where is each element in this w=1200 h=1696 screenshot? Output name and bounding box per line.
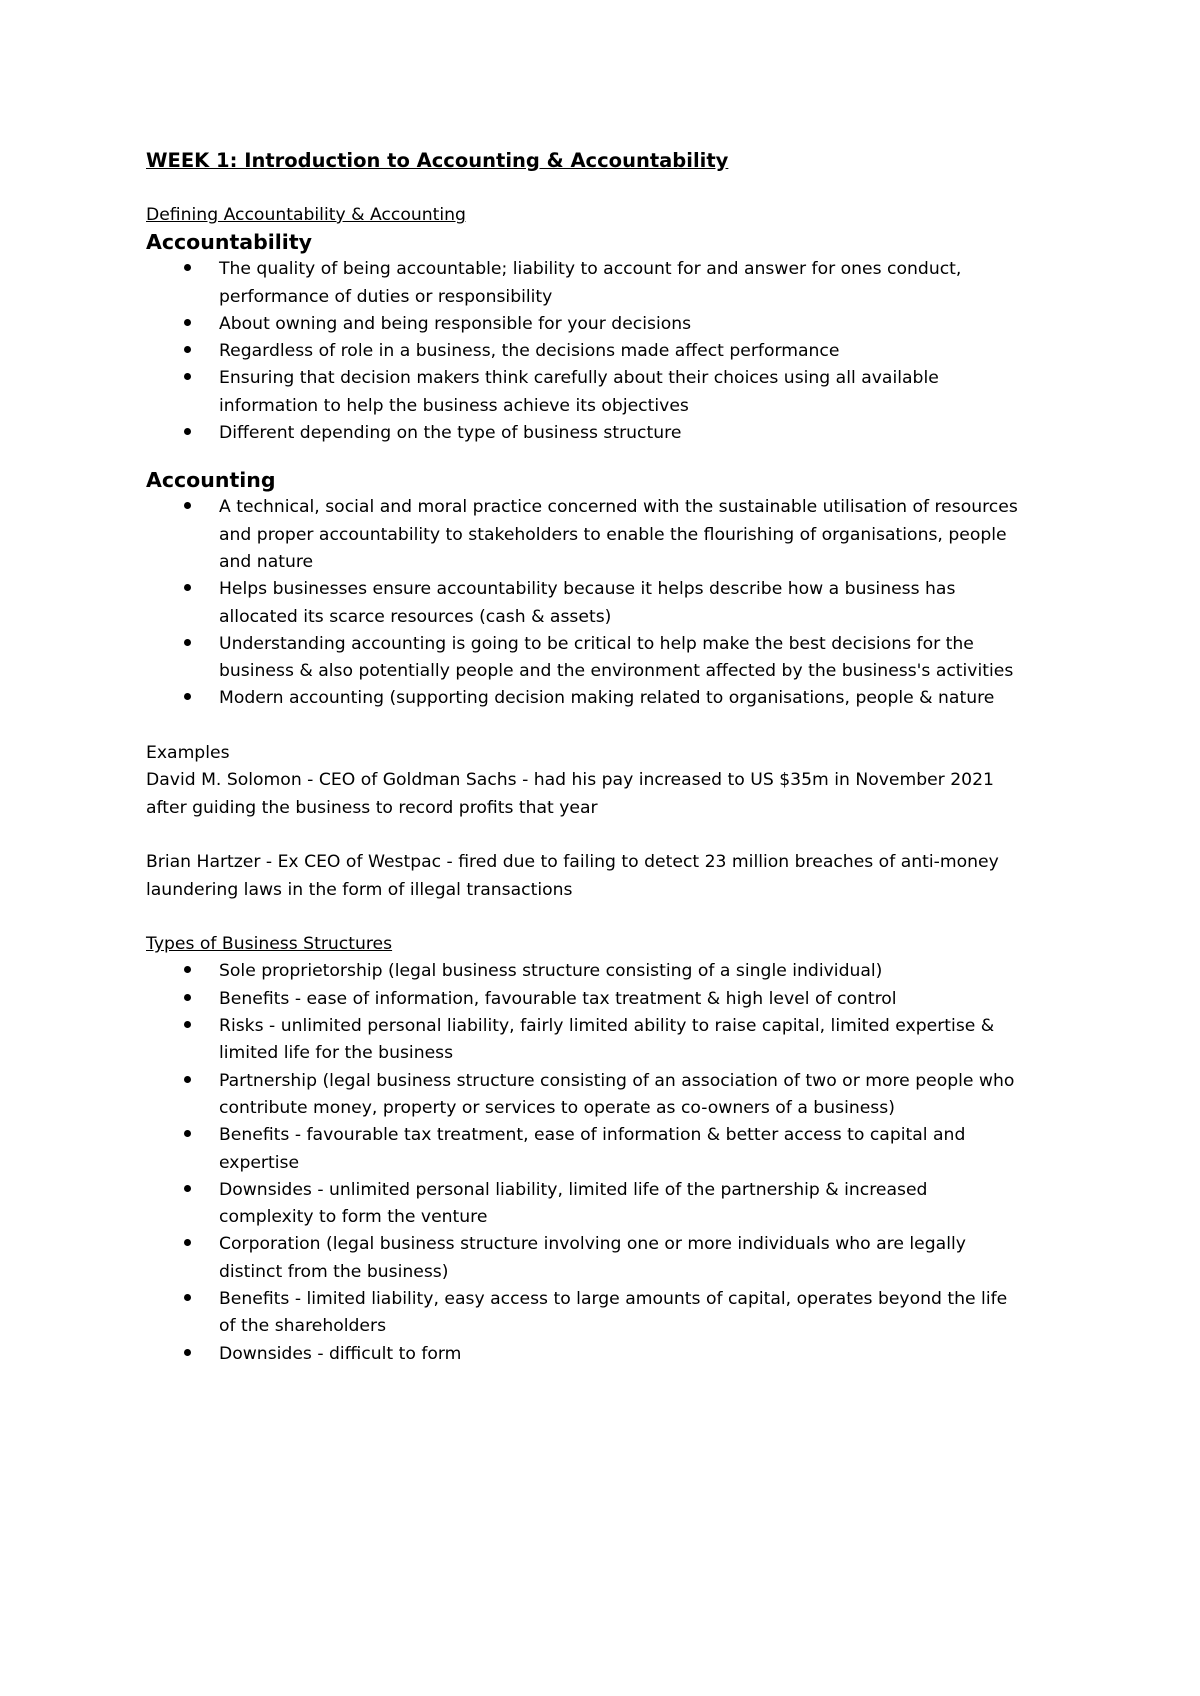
list-item-line: expertise bbox=[219, 1152, 300, 1173]
list-item-line: distinct from the business) bbox=[219, 1261, 449, 1282]
heading-accounting: Accounting bbox=[146, 468, 276, 493]
list-item-line: Benefits - ease of information, favourable tax treatment & high level of control bbox=[219, 988, 897, 1009]
paragraph-line: David M. Solomon - CEO of Goldman Sachs - had his pay increased to US $35m in November 2021 bbox=[146, 770, 994, 791]
list-item-line: Risks - unlimited personal liability, fairly limited ability to raise capital, limited expertise & bbox=[219, 1016, 995, 1037]
bullet-icon bbox=[184, 693, 191, 700]
heading-accountability: Accountability bbox=[146, 230, 312, 255]
list-item-line: A technical, social and moral practice concerned with the sustainable utilisation of resources bbox=[219, 497, 1018, 518]
bullet-icon bbox=[184, 1185, 191, 1192]
list-item bbox=[146, 1013, 1076, 1068]
list-item bbox=[146, 576, 1076, 631]
business-structures-list bbox=[146, 958, 1076, 1367]
bullet-icon bbox=[184, 319, 191, 326]
bullet-icon bbox=[184, 428, 191, 435]
accounting-list bbox=[146, 494, 1076, 712]
list-item-line: performance of duties or responsibility bbox=[219, 286, 553, 307]
list-item bbox=[146, 494, 1076, 576]
paragraph-line: after guiding the business to record profits that year bbox=[146, 797, 598, 818]
bullet-icon bbox=[184, 1349, 191, 1356]
list-item-line: Regardless of role in a business, the decisions made affect performance bbox=[219, 341, 840, 362]
list-item-line: Partnership (legal business structure consisting of an association of two or more people who bbox=[219, 1070, 1015, 1091]
list-item bbox=[146, 986, 1076, 1013]
list-item bbox=[146, 631, 1076, 686]
list-item-line: allocated its scarce resources (cash & assets) bbox=[219, 606, 612, 627]
list-item bbox=[146, 338, 1076, 365]
list-item bbox=[146, 1177, 1076, 1232]
document-content bbox=[146, 148, 1076, 1368]
bullet-icon bbox=[184, 994, 191, 1001]
list-item-line: Different depending on the type of business structure bbox=[219, 423, 682, 444]
list-item bbox=[146, 420, 1076, 447]
list-item bbox=[146, 1068, 1076, 1123]
list-item bbox=[146, 365, 1076, 420]
bullet-icon bbox=[184, 1294, 191, 1301]
bullet-icon bbox=[184, 373, 191, 380]
list-item-line: of the shareholders bbox=[219, 1316, 387, 1337]
bullet-icon bbox=[184, 966, 191, 973]
accountability-list bbox=[146, 256, 1076, 447]
bullet-icon bbox=[184, 264, 191, 271]
bullet-icon bbox=[184, 346, 191, 353]
list-item bbox=[146, 1341, 1076, 1368]
list-item bbox=[146, 1122, 1076, 1177]
bullet-icon bbox=[184, 502, 191, 509]
list-item-line: Ensuring that decision makers think carefully about their choices using all available bbox=[219, 368, 939, 389]
list-item bbox=[146, 685, 1076, 712]
example-paragraph-2 bbox=[146, 849, 1076, 904]
section-subheading-business-structures: Types of Business Structures bbox=[146, 934, 393, 955]
list-item-line: Benefits - limited liability, easy access to large amounts of capital, operates beyond the life bbox=[219, 1288, 1008, 1309]
bullet-icon bbox=[184, 639, 191, 646]
list-item-line: and proper accountability to stakeholders to enable the flourishing of organisations, people bbox=[219, 524, 1007, 545]
list-item-line: business & also potentially people and the environment affected by the business's activities bbox=[219, 661, 1014, 682]
list-item-line: complexity to form the venture bbox=[219, 1207, 488, 1228]
list-item-line: Downsides - difficult to form bbox=[219, 1343, 462, 1364]
list-item-line: Sole proprietorship (legal business structure consisting of a single individual) bbox=[219, 961, 883, 982]
list-item-line: The quality of being accountable; liability to account for and answer for ones conduct, bbox=[219, 259, 962, 280]
document-title: WEEK 1: Introduction to Accounting & Accountability bbox=[146, 149, 729, 172]
bullet-icon bbox=[184, 1076, 191, 1083]
examples-label: Examples bbox=[146, 743, 230, 764]
list-item-line: contribute money, property or services to operate as co-owners of a business) bbox=[219, 1097, 895, 1118]
list-item bbox=[146, 1286, 1076, 1341]
list-item-line: and nature bbox=[219, 551, 314, 572]
section-subheading-defining: Defining Accountability & Accounting bbox=[146, 205, 466, 225]
list-item-line: Corporation (legal business structure involving one or more individuals who are legally bbox=[219, 1234, 966, 1255]
list-item bbox=[146, 958, 1076, 985]
bullet-icon bbox=[184, 584, 191, 591]
bullet-icon bbox=[184, 1239, 191, 1246]
list-item-line: About owning and being responsible for your decisions bbox=[219, 313, 692, 334]
paragraph-line: Brian Hartzer - Ex CEO of Westpac - fired due to failing to detect 23 million breaches of anti-money bbox=[146, 852, 999, 873]
list-item-line: Benefits - favourable tax treatment, ease of information & better access to capital and bbox=[219, 1125, 966, 1146]
list-item-line: Helps businesses ensure accountability because it helps describe how a business has bbox=[219, 579, 956, 600]
paragraph-line: laundering laws in the form of illegal transactions bbox=[146, 879, 573, 900]
list-item-line: Understanding accounting is going to be critical to help make the best decisions for the bbox=[219, 633, 974, 654]
list-item-line: limited life for the business bbox=[219, 1043, 454, 1064]
list-item-line: information to help the business achieve its objectives bbox=[219, 395, 689, 416]
list-item-line: Downsides - unlimited personal liability, limited life of the partnership & increased bbox=[219, 1179, 928, 1200]
list-item bbox=[146, 311, 1076, 338]
list-item bbox=[146, 1231, 1076, 1286]
bullet-icon bbox=[184, 1021, 191, 1028]
bullet-icon bbox=[184, 1130, 191, 1137]
list-item bbox=[146, 256, 1076, 311]
list-item-line: Modern accounting (supporting decision making related to organisations, people & nature bbox=[219, 688, 995, 709]
example-paragraph-1 bbox=[146, 767, 1076, 822]
